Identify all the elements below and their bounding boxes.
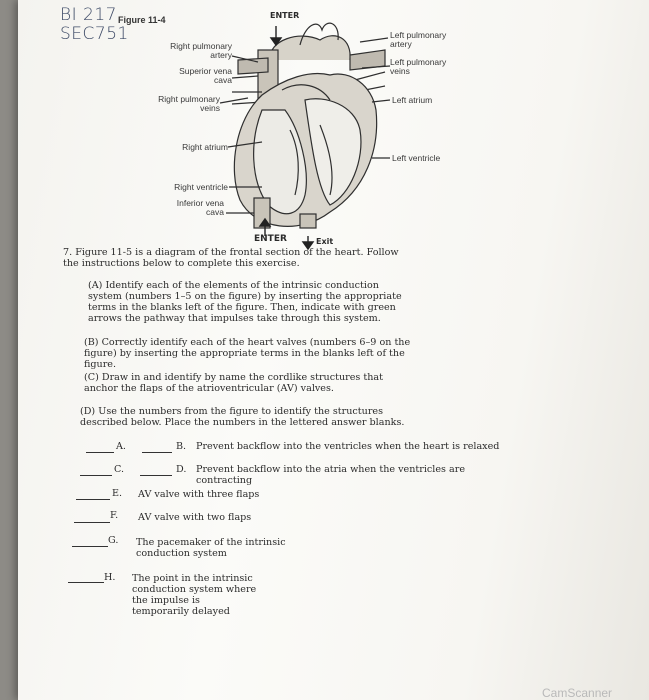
- question-part-a: (A) Identify each of the elements of the intrinsic conduction system (numbers 1–5 on the figure) by inserting the appropriate terms in the blanks left of the figure. Then, indicate with green arrows the pathway that impulses take through this system.: [88, 280, 402, 324]
- answer-text-f: AV valve with two flaps: [138, 512, 252, 523]
- answer-blank-c[interactable]: [80, 475, 112, 476]
- answer-letter-c: C.: [114, 464, 125, 475]
- label-right-pulmonary-artery: Right pulmonary artery: [170, 41, 232, 60]
- handwritten-enter-bottom: ENTER: [254, 234, 287, 244]
- question-part-b: (B) Correctly identify each of the heart valves (numbers 6–9 on the figure) by inserting the appropriate terms in the blanks left of the figure.: [84, 337, 411, 370]
- answer-blank-b[interactable]: [142, 452, 172, 453]
- handwritten-exit: Exit: [316, 237, 334, 246]
- answer-letter-e: E.: [112, 488, 123, 499]
- answer-letter-a: A.: [116, 441, 126, 452]
- answer-text-d: Prevent backflow into the atria when the ventricles are contracting: [196, 464, 465, 486]
- answer-blank-g[interactable]: [72, 546, 108, 547]
- answer-blank-h[interactable]: [68, 582, 104, 583]
- question-part-c: (C) Draw in and identify by name the cordlike structures that anchor the flaps of the atrioventricular (AV) valves.: [84, 372, 383, 394]
- answer-text-g: The pacemaker of the intrinsic conduction system: [136, 537, 286, 559]
- answer-blank-a[interactable]: [86, 452, 114, 453]
- label-right-pulmonary-veins: Right pulmonary veins: [158, 94, 220, 113]
- answer-letter-b: B.: [176, 441, 187, 452]
- label-left-pulmonary-artery: Left pulmonary artery: [390, 30, 447, 49]
- label-right-atrium: Right atrium: [182, 142, 228, 152]
- handwritten-section: SEC751: [60, 24, 129, 44]
- answer-letter-d: D.: [176, 464, 187, 475]
- handwritten-course: BI 217: [60, 5, 117, 25]
- handwritten-enter-top: ENTER: [270, 11, 300, 20]
- label-inferior-vena-cava: Inferior vena cava: [176, 198, 224, 217]
- question-part-d: (D) Use the numbers from the figure to identify the structures described below. Place the numbers in the lettered answer blanks.: [80, 406, 405, 428]
- answer-letter-g: G.: [108, 535, 119, 546]
- answer-letter-h: H.: [104, 572, 116, 583]
- answer-text-e: AV valve with three flaps: [138, 489, 260, 500]
- answer-blank-d[interactable]: [140, 475, 172, 476]
- label-left-ventricle: Left ventricle: [392, 153, 441, 163]
- label-left-atrium: Left atrium: [392, 95, 433, 105]
- answer-blank-f[interactable]: [74, 522, 110, 523]
- label-superior-vena-cava: Superior vena cava: [179, 66, 232, 85]
- label-right-ventricle: Right ventricle: [174, 182, 228, 192]
- answer-text-h: The point in the intrinsic conduction system where the impulse is temporarily delayed: [132, 573, 257, 617]
- answer-blank-e[interactable]: [76, 499, 110, 500]
- figure-title: Figure 11-4: [118, 15, 166, 25]
- label-left-pulmonary-veins: Left pulmonary veins: [390, 57, 447, 76]
- answer-text-b: Prevent backflow into the ventricles when the heart is relaxed: [196, 441, 500, 452]
- camscanner-watermark: CamScanner: [542, 686, 613, 700]
- answer-letter-f: F.: [110, 510, 119, 521]
- question-intro: 7. Figure 11-5 is a diagram of the frontal section of the heart. Follow the instructions below to complete this exercise.: [63, 247, 399, 269]
